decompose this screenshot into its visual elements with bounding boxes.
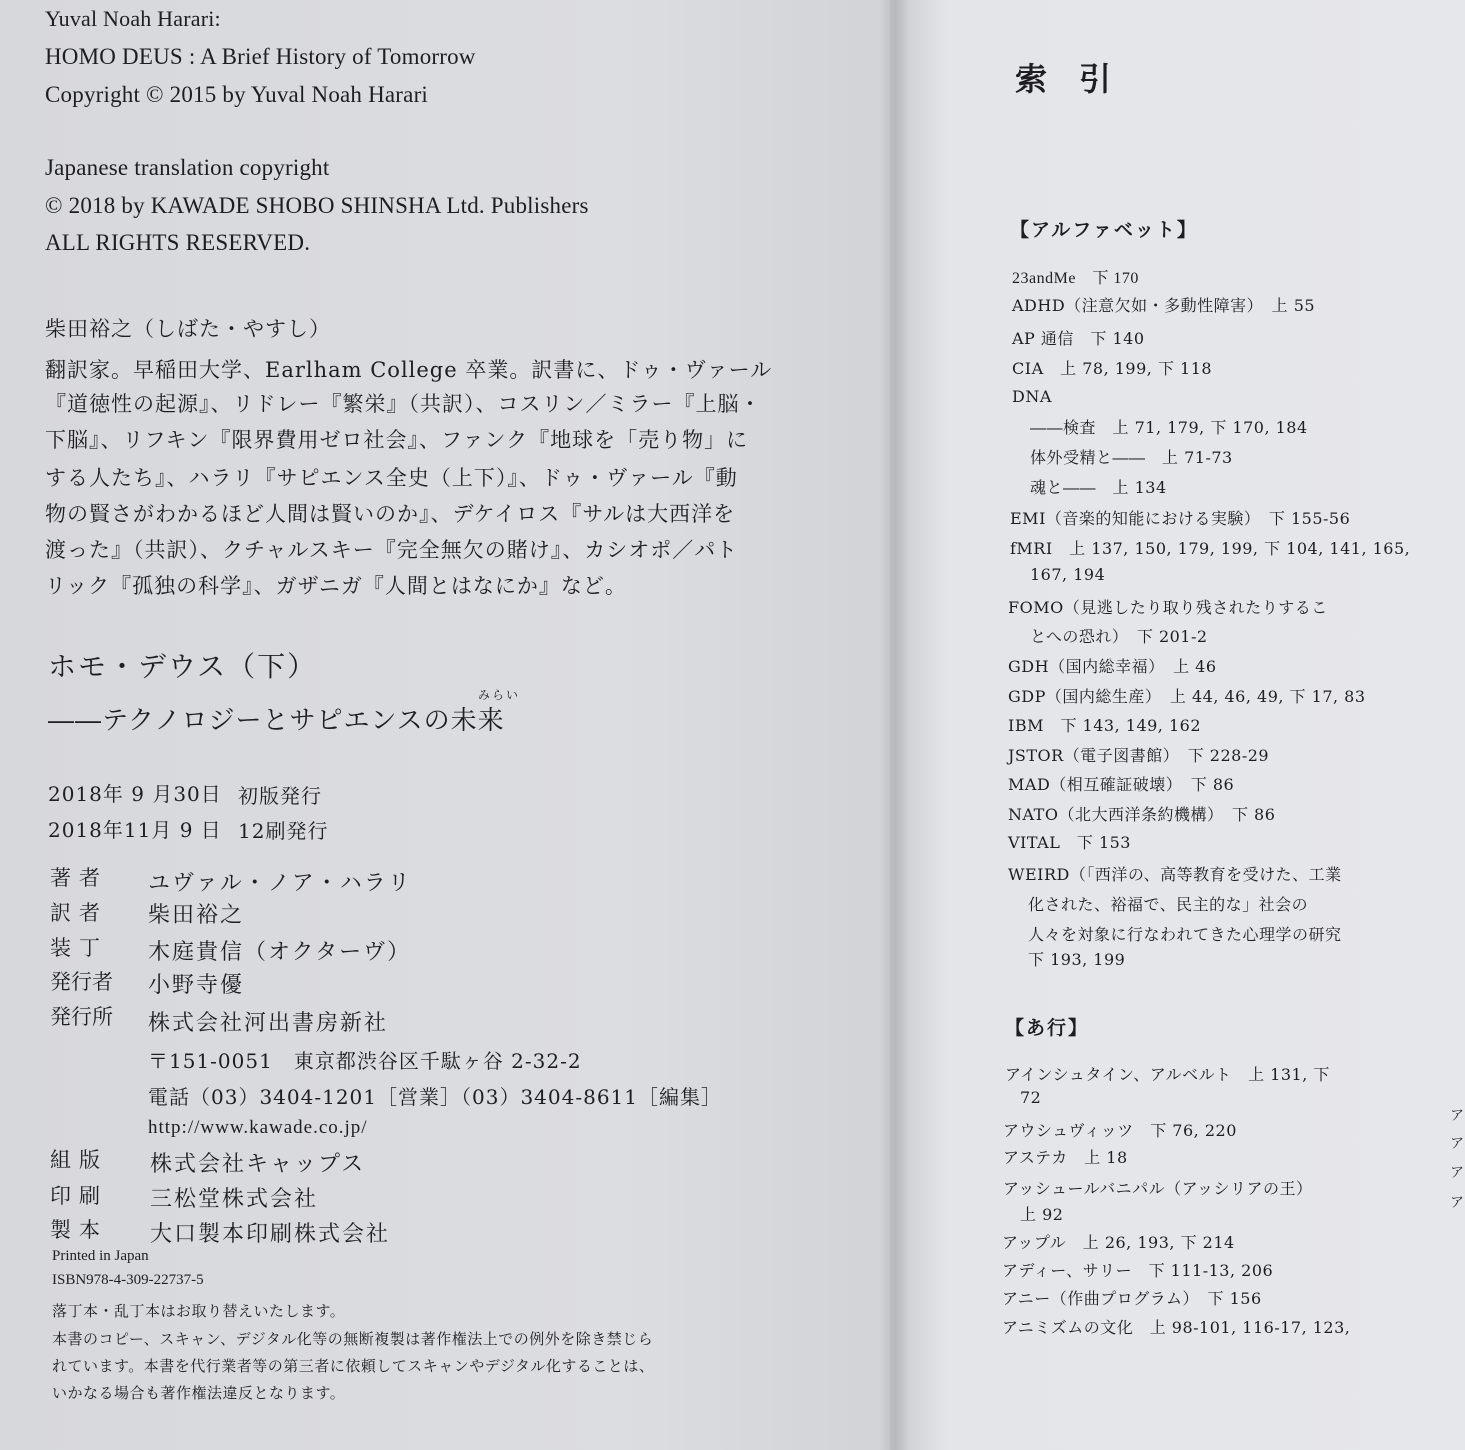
book-gutter (880, 0, 910, 1450)
index-entry: VITAL 下 153 (1008, 833, 1131, 852)
production-label: 印刷 (50, 1184, 108, 1208)
production-label: 組版 (50, 1148, 108, 1172)
copyright-publisher-line: © 2018 by KAWADE SHOBO SHINSHA Ltd. Publishers (45, 193, 589, 218)
index-entry: アップル 上 26, 193, 下 214 (1002, 1233, 1235, 1252)
edition-date: 2018年 9 月30日 (48, 782, 222, 806)
production-value: 三松堂株式会社 (150, 1187, 319, 1212)
copyright-title-line: HOMO DEUS : A Brief History of Tomorrow (45, 44, 476, 69)
index-entry-continued: 72 (1020, 1088, 1042, 1107)
notice-line: 落丁本・乱丁本はお取り替えいたします。 (52, 1302, 346, 1320)
production-label: 製本 (50, 1218, 108, 1242)
credit-label: 著者 (50, 866, 108, 890)
copyright-author-line: Yuval Noah Harari: (45, 6, 221, 31)
index-entry: DNA (1012, 387, 1052, 406)
index-entry-continued: 下 193, 199 (1028, 950, 1126, 969)
edition-label: 12刷発行 (238, 819, 329, 843)
a-row-section-header: 【あ行】 (1005, 1017, 1090, 1039)
index-subentry: 体外受精と―― 上 71-73 (1030, 448, 1233, 467)
notice-line: いかなる場合も著作権法違反となります。 (52, 1384, 346, 1402)
isbn: ISBN978-4-309-22737-5 (52, 1272, 204, 1288)
index-entry: JSTOR（電子図書館） 下 228-29 (1008, 746, 1270, 765)
index-entry-continued: 上 92 (1020, 1205, 1064, 1224)
copyright-rights-line: ALL RIGHTS RESERVED. (45, 230, 311, 255)
credit-value: 柴田裕之 (148, 903, 245, 928)
index-entry: EMI（音楽的知能における実験） 下 155-56 (1010, 509, 1351, 528)
index-entry: アニミズムの文化 上 98-101, 116-17, 123, (1002, 1318, 1351, 1337)
index-entry: アッシュールバニパル（アッシリアの王） (1003, 1179, 1313, 1198)
title-ruby: みらい (478, 688, 521, 702)
credit-label: 装丁 (50, 936, 108, 960)
credit-value: 木庭貴信（オクターヴ） (148, 940, 412, 965)
credit-label: 発行者 (50, 970, 113, 994)
credit-value: 株式会社河出書房新社 (148, 1011, 389, 1036)
edition-label: 初版発行 (238, 784, 322, 808)
notice-line: れています。本書を代行業者等の第三者に依頼してスキャンやデジタル化することは、 (52, 1357, 655, 1375)
index-entry: fMRI 上 137, 150, 179, 199, 下 104, 141, 165, (1010, 539, 1411, 558)
index-entry: IBM 下 143, 149, 162 (1008, 716, 1202, 735)
index-entry-continued: 化された、裕福で、民主的な」社会の (1028, 895, 1309, 914)
index-entry: CIA 上 78, 199, 下 118 (1012, 359, 1213, 378)
bio-line: 下脳』、リフキン『限界費用ゼロ社会』、ファンク『地球を「売り物」に (45, 428, 749, 452)
copyright-original-line: Copyright © 2015 by Yuval Noah Harari (45, 82, 429, 107)
credit-label: 訳者 (50, 901, 108, 925)
index-title: 索引 (1015, 60, 1144, 98)
book-subtitle: ――テクノロジーとサピエンスの未来 (48, 706, 505, 736)
credit-value: ユヴァル・ノア・ハラリ (148, 871, 412, 896)
index-subentry: ――検査 上 71, 179, 下 170, 184 (1030, 418, 1308, 437)
bio-line: する人たち』、ハラリ『サピエンス全史（上下）』、ドゥ・ヴァール『動 (45, 466, 738, 490)
index-entry: アウシュヴィッツ 下 76, 220 (1003, 1121, 1237, 1140)
index-subentry: 魂と―― 上 134 (1030, 478, 1167, 497)
credit-value: 小野寺優 (148, 973, 245, 998)
production-value: 大口製本印刷株式会社 (150, 1222, 391, 1247)
bio-line: リック『孤独の科学』、ガザニガ『人間とはなにか』など。 (45, 574, 627, 598)
credit-label: 発行所 (50, 1005, 113, 1029)
production-value: 株式会社キャップス (150, 1152, 366, 1177)
index-entry: NATO（北大西洋条約機構） 下 86 (1008, 805, 1276, 824)
notice-line: 本書のコピー、スキャン、デジタル化等の無断複製は著作権法上での例外を除き禁じら (52, 1330, 654, 1348)
index-entry-continued: 167, 194 (1030, 565, 1106, 584)
bio-line: 渡った』（共訳）、クチャルスキー『完全無欠の賭け』、カシオポ／パト (45, 538, 738, 562)
index-entry: FOMO（見逃したり取り残されたりするこ (1008, 598, 1328, 617)
index-entry: WEIRD（「西洋の、高等教育を受けた、工業 (1008, 865, 1342, 884)
next-column-edge-glyph: ア (1450, 1108, 1464, 1124)
index-entry: ADHD（注意欠如・多動性障害） 上 55 (1012, 296, 1316, 315)
next-column-edge-glyph: ア (1450, 1136, 1464, 1152)
index-entry: アステカ 上 18 (1003, 1148, 1128, 1167)
next-column-edge-glyph: ア (1450, 1165, 1464, 1181)
index-entry-continued: とへの恐れ） 下 201-2 (1030, 627, 1208, 646)
next-column-edge-glyph: ア (1450, 1195, 1464, 1211)
index-entry-continued: 人々を対象に行なわれてきた心理学の研究 (1028, 925, 1342, 944)
index-entry: GDH（国内総幸福） 上 46 (1008, 657, 1217, 676)
book-title: ホモ・デウス（下） (48, 650, 318, 683)
phone-numbers: 電話（03）3404-1201［営業］（03）3404-8611［編集］ (148, 1085, 723, 1109)
index-entry: MAD（相互確証破壊） 下 86 (1008, 775, 1235, 794)
index-entry: AP 通信 下 140 (1012, 329, 1145, 348)
alphabet-section-header: 【アルファベット】 (1010, 219, 1198, 241)
publisher-url: http://www.kawade.co.jp/ (148, 1117, 368, 1138)
index-entry: アディー、サリー 下 111-13, 206 (1002, 1261, 1274, 1280)
translator-name: 柴田裕之（しばた・やすし） (45, 317, 331, 341)
edition-date: 2018年11月 9 日 (48, 818, 222, 842)
index-entry: アニー（作曲プログラム） 下 156 (1002, 1289, 1262, 1308)
postal-address: 〒151-0051 東京都渋谷区千駄ヶ谷 2-32-2 (148, 1049, 582, 1073)
index-entry: GDP（国内総生産） 上 44, 46, 49, 下 17, 83 (1008, 687, 1366, 706)
copyright-translation-line: Japanese translation copyright (45, 155, 330, 180)
printed-in: Printed in Japan (52, 1248, 149, 1264)
bio-line: 『道徳性の起源』、リドレー『繁栄』（共訳）、コスリン／ミラー『上脳・ (45, 392, 762, 416)
index-entry: アインシュタイン、アルベルト 上 131, 下 (1005, 1065, 1330, 1084)
bio-line: 物の賢さがわかるほど人間は賢いのか』、デケイロス『サルは大西洋を (45, 502, 736, 526)
index-entry: 23andMe 下 170 (1012, 270, 1139, 287)
bio-line: 翻訳家。早稲田大学、Earlham College 卒業。訳書に、ドゥ・ヴァール (45, 358, 773, 382)
